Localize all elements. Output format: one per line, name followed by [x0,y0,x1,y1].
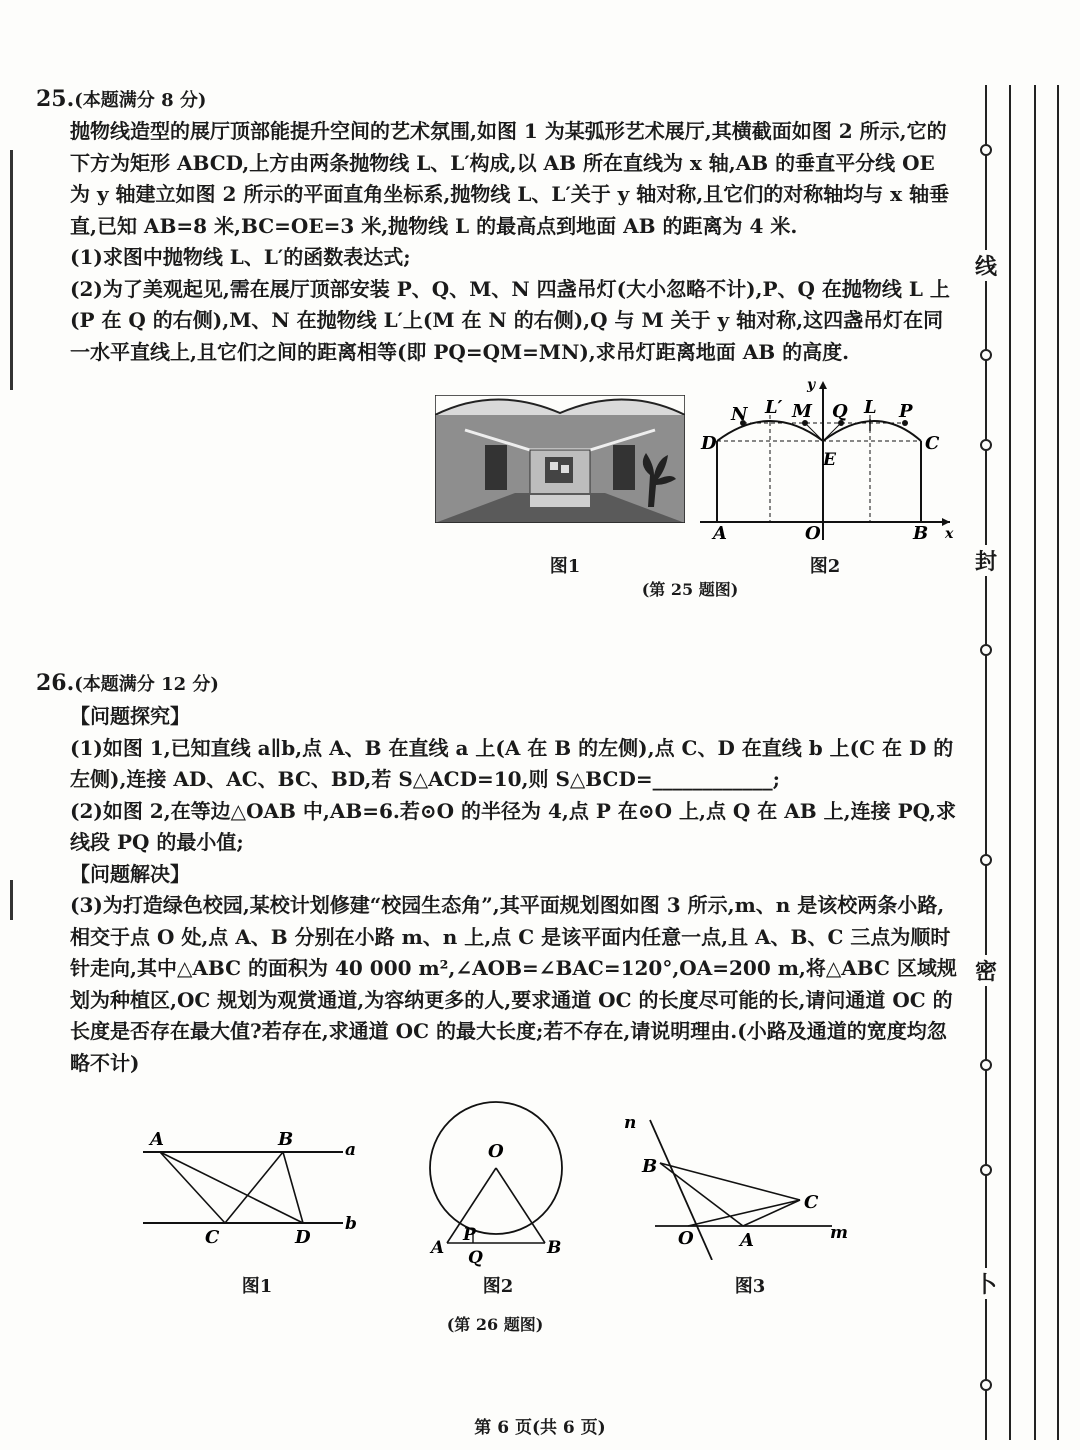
label-L-prime: L′ [765,397,783,418]
binding-hole [981,1380,991,1390]
label-C: C [205,1227,220,1248]
segment-BC [660,1163,800,1200]
q25-body: 抛物线造型的展厅顶部能提升空间的艺术氛围,如图 1 为某弧形艺术展厅,其横截面如图 2 所示,它的下方为矩形 ABCD,上方由两条抛物线 L、L′构成,以 AB 所在直线为 x 轴,AB 的垂直平分线 OE 为 y 轴建立如图 2 所示的平面直角坐标系,抛物线 L、L′关于 y 轴对称,且它们的对称轴均与 x 轴垂直,已知 AB=8 米,BC=OE=3 米,抛物线 L 的最高点到地面 AB 的距离为 4 米. [70,119,950,238]
label-E: E [823,450,836,470]
q25-text [70,116,960,368]
label-N: N [731,404,748,425]
label-b: b [345,1214,357,1234]
q26-fig3-diagram [620,1110,860,1260]
q25-fig2-caption: 图2 [809,556,841,577]
label-O: O [488,1141,504,1162]
q25-fig1-caption: 图1 [549,556,581,577]
label-P: P [463,1225,476,1245]
label-x: x [945,526,954,542]
q26-part1: (1)如图 1,已知直线 a∥b,点 A、B 在直线 a 上(A 在 B 的左侧),点 C、D 在直线 b 上(C 在 D 的左侧),连接 AD、AC、BC、BD,若 S△ACD=10,则 S△BCD=____________; [70,735,954,791]
q26-fig1-caption: 图1 [241,1276,273,1297]
label-B: B [642,1156,658,1177]
q26-section-explore: 【问题探究】 [70,704,190,728]
binding-label-bottom: 卜 [969,1268,1003,1299]
q25-points: (本题满分 8 分) [74,90,207,111]
label-D: D [295,1227,311,1248]
label-y: y [807,377,816,393]
binding-hole [981,1165,991,1175]
q25-fig1-photo [435,395,685,523]
segment-BC [225,1152,283,1223]
label-A: A [150,1129,164,1150]
q25-number: 25. [36,86,75,112]
label-P: P [899,401,913,422]
binding-hole [981,145,991,155]
binding-label-secret: 密 [969,955,1003,986]
segment-AC [160,1152,225,1223]
binding-hole [981,350,991,360]
binding-hole [981,440,991,450]
binding-label-line: 线 [969,250,1003,281]
q25-header [36,86,206,112]
label-B: B [547,1238,562,1258]
label-L: L [864,397,877,418]
q26-number: 26. [36,670,75,696]
label-A: A [740,1230,754,1251]
q26-text [70,701,960,1079]
label-C: C [804,1192,819,1213]
q26-fig3-caption: 图3 [734,1276,766,1297]
label-A: A [713,523,727,544]
segment-AD [160,1152,303,1223]
binding-label-seal: 封 [969,545,1003,576]
q26-fig2-diagram [425,1095,570,1270]
label-C: C [925,433,940,454]
binding-margin [958,0,1080,1450]
label-O: O [678,1228,694,1249]
q25-part2: (2)为了美观起见,需在展厅顶部安装 P、Q、M、N 四盏吊灯(大小忽略不计),P、Q 在抛物线 L 上(P 在 Q 的右侧),M、N 在抛物线 L′上(M 在 N 的右侧),Q 与 M 关于 y 轴对称,这四盏吊灯在同一水平直线上,且它们之间的距离相等(即 PQ=QM=MN),求吊灯距离地面 AB 的高度. [70,276,950,364]
page-footer: 第 6 页(共 6 页) [474,1418,606,1438]
q26-points: (本题满分 12 分) [74,674,219,695]
binding-hole [981,1060,991,1070]
binding-hole [981,855,991,865]
segment-OB [496,1168,545,1243]
segment-BD [283,1152,303,1223]
label-O: O [805,523,821,544]
q26-fig1-diagram [135,1125,370,1255]
x-axis-arrow [942,518,950,526]
q26-header [36,670,219,696]
label-M: M [792,401,812,422]
left-edge-mark [10,150,13,390]
label-B: B [278,1129,294,1150]
q26-part2: (2)如图 2,在等边△OAB 中,AB=6.若⊙O 的半径为 4,点 P 在⊙O 上,点 Q 在 AB 上,连接 PQ,求线段 PQ 的最小值; [70,798,956,854]
segment-OC [688,1200,800,1226]
left-edge-mark [10,880,13,920]
q26-part3: (3)为打造绿色校园,某校计划修建“校园生态角”,其平面规划图如图 3 所示,m、n 是该校两条小路,相交于点 O 处,点 A、B 分别在小路 m、n 上,点 C 是该平面内任意一点,且 A、B、C 三点为顺时针走向,其中△ABC 的面积为 40 000 m²,∠AOB=∠BAC=120°,OA=200 m,将△ABC 区域规划为种植区,OC 规划为观赏通道,为容纳更多的人,要求通道 OC 的长度尽可能的长,请问通道 OC 的长度是否存在最大值?若存在,求通道 OC 的最大长度;若不存在,请说明理由.(小路及通道的宽度均忽略不计) [70,893,957,1075]
label-Q: Q [468,1248,483,1268]
q25-fig2-diagram [695,375,960,545]
binding-hole [981,645,991,655]
q26-figure-group-caption: (第 26 题图) [446,1315,544,1334]
y-axis-arrow [819,381,827,389]
label-A: A [431,1238,445,1258]
label-D: D [701,433,717,454]
q26-fig2-caption: 图2 [482,1276,514,1297]
q26-section-solve: 【问题解决】 [70,861,190,886]
q25-part1: (1)求图中抛物线 L、L′的函数表达式; [70,245,411,269]
segment-AC [743,1200,800,1226]
q25-figure-group-caption: (第 25 题图) [641,580,739,599]
label-B: B [913,523,929,544]
label-m: m [830,1223,848,1243]
label-Q: Q [832,401,848,422]
label-a: a [345,1140,357,1160]
label-n: n [624,1113,637,1133]
